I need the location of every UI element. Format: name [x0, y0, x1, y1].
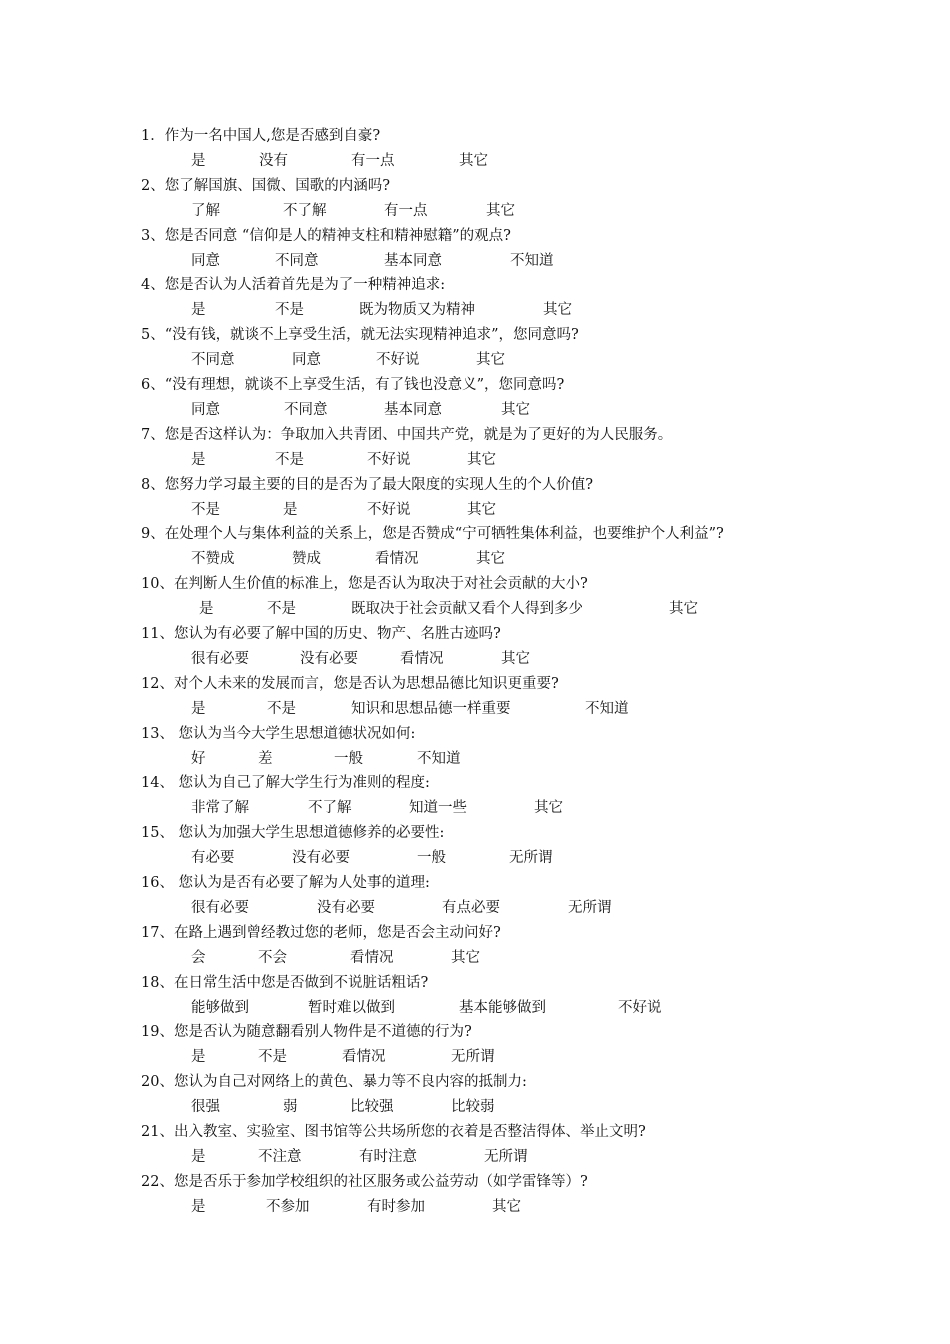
- option: 基本能够做到: [459, 999, 546, 1016]
- option: 不同意: [275, 252, 319, 269]
- options-row: [141, 896, 841, 920]
- question-1: [141, 124, 841, 174]
- option: 其它: [486, 202, 515, 219]
- option: 是: [191, 451, 206, 468]
- option: 是: [191, 700, 206, 717]
- question-text: 7、您是否这样认为：争取加入共青团、中国共产党，就是为了更好的为人民服务。: [141, 426, 673, 443]
- question-text: 1．作为一名中国人,您是否感到自豪?: [141, 128, 381, 144]
- option: 基本同意: [384, 401, 442, 418]
- options-row: [141, 846, 841, 870]
- question-21: [141, 1120, 841, 1170]
- option: 其它: [476, 551, 505, 568]
- question-text: 12、对个人未来的发展而言，您是否认为思想品德比知识更重要?: [141, 675, 559, 692]
- option: 不是: [275, 451, 304, 468]
- option: 其它: [476, 352, 505, 369]
- question-text: 15、 您认为加强大学生思想道德修养的必要性:: [141, 825, 445, 842]
- option: 无所谓: [568, 899, 612, 916]
- question-3: [141, 224, 841, 274]
- options-row: [141, 1145, 841, 1169]
- options-row: [141, 348, 841, 372]
- options-row: [141, 199, 841, 223]
- option: 不了解: [283, 202, 327, 219]
- question-text: 9、在处理个人与集体利益的关系上，您是否赞成“宁可牺牲集体利益，也要维护个人利益”?: [141, 526, 724, 543]
- option: 看情况: [342, 1049, 386, 1066]
- options-row: [141, 498, 841, 522]
- question-6: [141, 373, 841, 423]
- option: 赞成: [292, 551, 321, 568]
- option: 其它: [492, 1198, 521, 1215]
- option: 会: [191, 949, 206, 966]
- question-text: 18、在日常生活中您是否做到不说脏话粗话?: [141, 974, 429, 991]
- question-16: [141, 871, 841, 921]
- option: 没有必要: [292, 850, 350, 867]
- question-19: [141, 1020, 841, 1070]
- question-text: 4、您是否认为人活着首先是为了一种精神追求:: [141, 277, 446, 294]
- option: 没有必要: [300, 650, 358, 667]
- option: 是: [191, 1148, 206, 1165]
- question-list: [141, 124, 841, 1220]
- question-text: 11、您认为有必要了解中国的历史、物产、名胜古迹吗?: [141, 625, 501, 642]
- option: 不是: [267, 700, 296, 717]
- option: 不同意: [284, 401, 328, 418]
- option: 很有必要: [191, 899, 249, 916]
- option: 有一点: [384, 202, 428, 219]
- option: 有一点: [351, 153, 395, 169]
- question-text: 5、“没有钱，就谈不上享受生活，就无法实现精神追求”，您同意吗?: [141, 327, 579, 344]
- option: 很强: [191, 1099, 220, 1116]
- question-9: [141, 522, 841, 572]
- options-row: [141, 996, 841, 1020]
- option: 有必要: [191, 850, 235, 867]
- option: 有时参加: [367, 1198, 425, 1215]
- option: 看情况: [375, 551, 419, 568]
- option: 其它: [451, 949, 480, 966]
- option: 同意: [191, 252, 220, 269]
- options-row: [141, 1045, 841, 1069]
- option: 既为物质又为精神: [359, 302, 475, 319]
- question-14: [141, 771, 841, 821]
- option: 是: [191, 1198, 206, 1215]
- option: 看情况: [400, 650, 444, 667]
- option: 不好说: [367, 501, 411, 518]
- option: 有点必要: [442, 899, 500, 916]
- question-text: 20、您认为自己对网络上的黄色、暴力等不良内容的抵制力:: [141, 1074, 527, 1091]
- options-row: [141, 946, 841, 970]
- option: 其它: [459, 153, 488, 169]
- option: 了解: [191, 202, 220, 219]
- question-text: 3、您是否同意 “信仰是人的精神支柱和精神慰籍”的观点?: [141, 227, 511, 244]
- option: 弱: [283, 1099, 298, 1116]
- option: 看情况: [350, 949, 394, 966]
- option: 知识和思想品德一样重要: [351, 700, 511, 717]
- question-7: [141, 423, 841, 473]
- option: 基本同意: [384, 252, 442, 269]
- option: 同意: [191, 401, 220, 418]
- question-text: 14、 您认为自己了解大学生行为准则的程度:: [141, 775, 430, 792]
- option: 同意: [292, 352, 321, 369]
- option: 没有: [259, 153, 288, 169]
- question-11: [141, 622, 841, 672]
- options-row: [141, 547, 841, 571]
- question-text: 17、在路上遇到曾经教过您的老师，您是否会主动问好?: [141, 924, 501, 941]
- question-12: [141, 672, 841, 722]
- option: 能够做到: [191, 999, 249, 1016]
- question-4: [141, 273, 841, 323]
- options-row: [141, 597, 841, 621]
- option: 很有必要: [191, 650, 249, 667]
- option: 不知道: [510, 252, 554, 269]
- option: 无所谓: [484, 1148, 528, 1165]
- option: 不是: [191, 501, 220, 518]
- option: 差: [258, 750, 273, 767]
- option: 不参加: [266, 1198, 310, 1215]
- option: 非常了解: [191, 800, 249, 817]
- options-row: [141, 298, 841, 322]
- option: 其它: [501, 401, 530, 418]
- question-10: [141, 572, 841, 622]
- option: 不是: [258, 1049, 287, 1066]
- option: 比较强: [350, 1099, 394, 1116]
- question-2: [141, 174, 841, 224]
- option: 其它: [467, 501, 496, 518]
- option: 一般: [334, 750, 363, 767]
- option: 其它: [501, 650, 530, 667]
- question-text: 6、“没有理想，就谈不上享受生活，有了钱也没意义”，您同意吗?: [141, 376, 565, 393]
- option: 其它: [669, 601, 698, 618]
- question-text: 8、您努力学习最主要的目的是否为了最大限度的实现人生的个人价值?: [141, 476, 593, 493]
- options-row: [141, 1195, 841, 1219]
- question-15: [141, 821, 841, 871]
- option: 比较弱: [451, 1099, 495, 1116]
- option: 其它: [543, 302, 572, 319]
- option: 不赞成: [191, 551, 235, 568]
- options-row: [141, 697, 841, 721]
- question-18: [141, 971, 841, 1021]
- option: 是: [191, 1049, 206, 1066]
- option: 是: [199, 601, 214, 618]
- option: 好: [191, 750, 206, 767]
- options-row: [141, 398, 841, 422]
- option: 有时注意: [359, 1148, 417, 1165]
- option: 不好说: [618, 999, 662, 1016]
- options-row: [141, 1095, 841, 1119]
- option: 不好说: [367, 451, 411, 468]
- option: 不知道: [585, 700, 629, 717]
- option: 是: [191, 153, 206, 169]
- option: 是: [283, 501, 298, 518]
- option: 不是: [267, 601, 296, 618]
- option: 没有必要: [317, 899, 375, 916]
- question-text: 21、出入教室、实验室、图书馆等公共场所您的衣着是否整洁得体、举止文明?: [141, 1123, 646, 1140]
- option: 不是: [275, 302, 304, 319]
- option: 不会: [258, 949, 287, 966]
- question-13: [141, 722, 841, 772]
- options-row: [141, 796, 841, 820]
- option: 其它: [534, 800, 563, 817]
- question-text: 2、您了解国旗、国微、国歌的内涵吗?: [141, 177, 390, 194]
- question-text: 19、您是否认为随意翻看别人物件是不道德的行为?: [141, 1024, 472, 1041]
- option: 无所谓: [451, 1049, 495, 1066]
- option: 知道一些: [409, 800, 467, 817]
- options-row: [141, 647, 841, 671]
- option: 是: [191, 302, 206, 319]
- options-row: [141, 448, 841, 472]
- question-20: [141, 1070, 841, 1120]
- option: 既取决于社会贡献又看个人得到多少: [351, 601, 583, 618]
- question-text: 16、 您认为是否有必要了解为人处事的道理:: [141, 874, 430, 891]
- option: 不好说: [376, 352, 420, 369]
- question-22: [141, 1170, 841, 1220]
- option: 不了解: [308, 800, 352, 817]
- question-text: 22、您是否乐于参加学校组织的社区服务或公益劳动（如学雷锋等）?: [141, 1173, 588, 1190]
- question-text: 10、在判断人生价值的标准上，您是否认为取决于对社会贡献的大小?: [141, 576, 588, 593]
- option: 暂时难以做到: [308, 999, 395, 1016]
- option: 一般: [417, 850, 446, 867]
- option: 不注意: [258, 1148, 302, 1165]
- option: 不知道: [417, 750, 461, 767]
- question-text: 13、 您认为当今大学生思想道德状况如何:: [141, 725, 416, 742]
- option: 其它: [467, 451, 496, 468]
- options-row: [141, 249, 841, 273]
- option: 无所谓: [509, 850, 553, 867]
- question-8: [141, 473, 841, 523]
- options-row: [141, 747, 841, 771]
- options-row: [141, 149, 841, 173]
- question-17: [141, 921, 841, 971]
- question-5: [141, 323, 841, 373]
- option: 不同意: [191, 352, 235, 369]
